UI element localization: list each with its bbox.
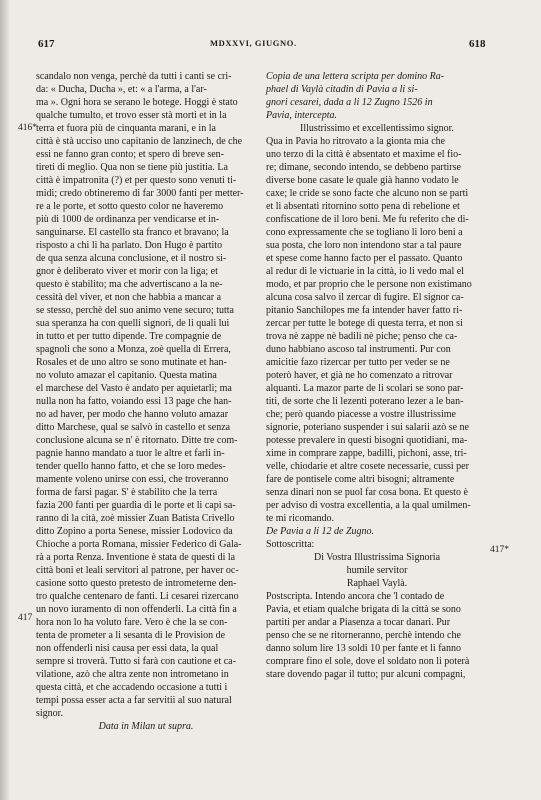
text-line: ranno di la cità, zoè missier Zuan Batista Crivello xyxy=(36,513,235,524)
text-line: pagnie hanno mandato a tuor le altre et farli in- xyxy=(36,448,225,459)
postscript-line: comprare fino el sole, dove el soldato non li poterà xyxy=(266,656,470,667)
text-line: qualche tumulto, et trovo esser stà morti et in la xyxy=(36,110,227,121)
text-line: rà a porta Renza. Inventione è stata de questi di la xyxy=(36,552,236,563)
dateline: De Pavia a li 12 de Zugno. xyxy=(266,526,375,537)
postscript-line: stare dovendo pagar il tutto; pur alcuni compagni, xyxy=(266,669,466,680)
text-line: no ad haver, per modo che hanno voluto amazar xyxy=(36,409,229,420)
text-line: potesse prevalere in questi bisogni quotidiani, ma- xyxy=(266,435,468,446)
text-line: sua posta, che loro non intendono star a tal paure xyxy=(266,240,462,251)
text-line: senza dinari non se puol far cosa bona. Et questo è xyxy=(266,487,468,498)
margin-note-left-top: 416* xyxy=(18,123,37,133)
text-line: titi, de sorte che li lezenti poterano lezer a le ban- xyxy=(266,396,464,407)
text-line: midi; credo obtineremo di far 3000 fanti per metter- xyxy=(36,188,244,199)
running-header: MDXXVI, GIUGNO. xyxy=(210,38,297,48)
text-line: città è impatronita (?) et per questo sono venuti ti- xyxy=(36,175,237,186)
text-line: tenta de prometer a li sesanta di le Provision de xyxy=(36,630,226,641)
text-line: casione sotto questo pretesto de intrometerne den- xyxy=(36,578,237,589)
text-line: scandalo non venga, perchè da tutti i canti se cri- xyxy=(36,71,232,82)
signature-line: Di Vostra Illustrissima Signoria xyxy=(313,552,441,563)
text-line: mamente voleno unirse con essi, che troveranno xyxy=(36,474,229,485)
text-line: più di 1000 de ordinanza per vendicarse et in- xyxy=(36,214,220,225)
text-line: fare de pontisele come altri bisogni; altramente xyxy=(266,474,455,485)
text-line: sanguinarse. El castello sta franco et bravano; la xyxy=(36,227,229,238)
postscript-line: penso che se ne ritorneranno, perchè intendo che xyxy=(266,630,461,641)
text-line: città boni et leali servitori al patrone, per haver oc- xyxy=(36,565,239,576)
text-line: pitanio Sanchilopes me fa intender haver fatto ri- xyxy=(266,305,463,316)
text-line: signorie, poteriano suspender i sui salarii azò se ne xyxy=(266,422,469,433)
subscription-label: Sottoscritta: xyxy=(266,539,315,550)
text-line: essi ne fanno gran conto; et spero di breve sen- xyxy=(36,149,224,160)
salutation: Illustrissimo et excellentissimo signor. xyxy=(300,123,454,134)
margin-note-left-bottom: 417 xyxy=(18,613,33,623)
text-line: ditto Zopino a porta Senese, missier Lodovico da xyxy=(36,526,233,537)
text-line: xime in comprare zappe, badilli, pichoni, asse, tri- xyxy=(266,448,467,459)
text-line: ma ». Ogni hora se serano le botege. Hoggi è stato xyxy=(36,97,238,108)
text-line: sempre si troverà. Tutto si farà con cautione et ca- xyxy=(36,656,236,667)
text-line: velle, chiodarie et altre cosete necessarie, cussì per xyxy=(266,461,469,472)
signature-line: humile servitor xyxy=(346,565,408,576)
text-line: sua speranza ha con quelli signori, de li quali lui xyxy=(36,318,230,329)
text-line: Chioche a porta Romana, missier Federico di Gala- xyxy=(36,539,242,550)
text-line: re; dimane, secondo intendo, se debbeno partirse xyxy=(266,162,461,173)
text-line: alcuna cosa salvo il zercar di fugire. El signor ca- xyxy=(266,292,464,303)
letter-title-line: Copia de una lettera scripta per domino Ra- xyxy=(266,71,445,82)
page-number-right: 618 xyxy=(469,38,486,50)
text-line: modo, et par proprio che le persone non existimano xyxy=(266,279,472,290)
text-line: forma de farsi pagar. S' è stabilito che la terra xyxy=(36,487,218,498)
text-line: tender quello hanno fatto, et che se loro medes- xyxy=(36,461,226,472)
text-line: Qua in Pavia ho ritrovato a la gionta mia che xyxy=(266,136,446,147)
text-line: risposto a chi li ha parlato. Don Hugo è partito xyxy=(36,240,223,251)
left-column xyxy=(36,70,256,733)
text-line: tempi possa esser acta a far servitii al suo natural xyxy=(36,695,232,706)
text-line: cono expressamente che se togliano li loro beni a xyxy=(266,227,463,238)
text-line: alquanti. La mazor parte de li scolari se sono par- xyxy=(266,383,464,394)
text-line: ditto Marchese, qual se salvò in castello et senza xyxy=(36,422,231,433)
postscript-line: partiti per andar a Piasenza a tocar danari. Pur xyxy=(266,617,451,628)
text-line: questo è stabilito; ma che advertiscano a la ne- xyxy=(36,279,223,290)
signoff-line: Data in Milan ut supra. xyxy=(98,721,194,732)
postscript-line: danno solum lire 13 soldi 10 per fante et li fanno xyxy=(266,643,461,654)
text-line: confiscatione de il loro beni. Me fu referito che di- xyxy=(266,214,469,225)
text-line: amicitie fazo rizercar per tutto per veder se ne xyxy=(266,357,450,368)
text-line: uno terzo di la città è absentato et maxime el fio- xyxy=(266,149,462,160)
text-line: trova nè zappe nè badili nè piche; penso che ca- xyxy=(266,331,458,342)
text-line: città è stà ucciso uno capitanio de lanzinech, de che xyxy=(36,136,243,147)
page-number-left: 617 xyxy=(38,38,55,50)
text-line: te mi ricomando. xyxy=(266,513,335,524)
signature-line: Raphael Vaylà. xyxy=(346,578,408,589)
text-line: caxe; le cride se sono facte che alcuno non se parti xyxy=(266,188,469,199)
text-line: terra et fuora più de cinquanta marani, e in la xyxy=(36,123,216,134)
text-line: se stesso, perchè del suo animo vene securo; tutta xyxy=(36,305,234,316)
text-line: signor. xyxy=(36,708,63,719)
letter-title-line: phael di Vaylà citadin di Pavia a li si- xyxy=(266,84,418,95)
text-line: non offenderli nisi causa per essi data, la qual xyxy=(36,643,219,654)
postscript-line: Pavia, et etiam qualche brigata di la città se sono xyxy=(266,604,461,615)
text-line: che; però quando piacesse a vostre illustrissime xyxy=(266,409,456,420)
text-line: el marchese del Vasto è andato per aquietarli; ma xyxy=(36,383,232,394)
text-line: al redur di le victuarie in la città, io li vedo mal el xyxy=(266,266,464,277)
text-line: in tutto et per tutto dipende. Tre compagnie de xyxy=(36,331,222,342)
right-column xyxy=(266,70,488,681)
page-edge-shadow xyxy=(0,0,9,800)
text-line: et li absentati ritornino sotto pena di rebelione et xyxy=(266,201,460,212)
text-line: nulla non ha fatto, voiando essi 13 page che han- xyxy=(36,396,232,407)
text-line: et spese come hanno facto per el passato. Quanto xyxy=(266,253,463,264)
text-line: no voluto amazar el capitanio. Questa matina xyxy=(36,370,217,381)
text-line: questa città, et che accadendo occasione a tutti i xyxy=(36,682,228,693)
text-line: diverse bone casate le quale già hanno vodato le xyxy=(266,175,459,186)
text-line: da: « Ducha, Ducha », et: « a l'arma, a l'ar- xyxy=(36,84,207,95)
text-line: re a le porte, et sotto questo color ne haveremo xyxy=(36,201,224,212)
text-line: fazia 200 fanti per guardia di le porte et li capi sa- xyxy=(36,500,236,511)
text-line: Rosales et de uno altro se sono mutinate et han- xyxy=(36,357,227,368)
text-line: duno habbiano ascoso tal instrumenti. Pur con xyxy=(266,344,451,355)
text-line: conclusione alcuna se n' è ritornato. Ditte tre com- xyxy=(36,435,238,446)
text-line: tro qualche centenaro de fanti. Li cesarei rizercano xyxy=(36,591,239,602)
text-line: zercar per tutte le botege di questa terra, et non si xyxy=(266,318,463,329)
postscript-line: Postscripta. Intendo ancora che 'l contado de xyxy=(266,591,445,602)
letter-title-line: Pavia, intercepta. xyxy=(266,110,337,121)
text-line: spagnoli che sono a Monza, zoè quella di Errera, xyxy=(36,344,231,355)
text-line: poterò haver, et già ne ho comenzato a ritrovar xyxy=(266,370,453,381)
text-line: cessità del viver, et non che habbia a mancar a xyxy=(36,292,222,303)
text-line: per adviso di vostra excellentia, a la qual umilmen- xyxy=(266,500,471,511)
text-line: tireti di meglio. Qua non se tiene più justitia. La xyxy=(36,162,228,173)
text-line: vilatione, azò che altra zente non intrometano in xyxy=(36,669,229,680)
text-line: un novo iuramento di non offenderli. La città fin a xyxy=(36,604,237,615)
text-line: hora non lo ha voluto fare. Vero è che la se con- xyxy=(36,617,228,628)
letter-title-line: gnori cesarei, dada a li 12 Zugno 1526 in xyxy=(266,97,433,108)
margin-note-right: 417* xyxy=(490,545,509,555)
text-line: gnor è deliberato viver et morir con la liga; et xyxy=(36,266,218,277)
text-line: de qua senza alcuna conclusione, et il nostro si- xyxy=(36,253,227,264)
